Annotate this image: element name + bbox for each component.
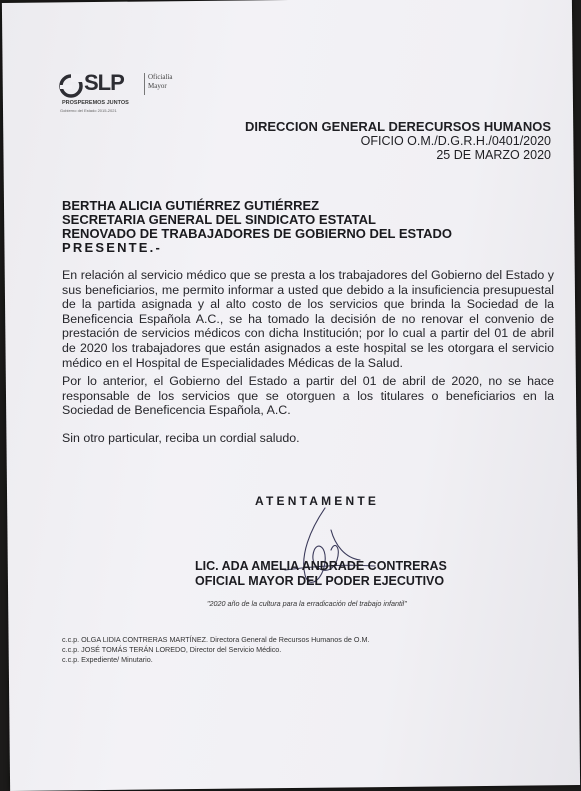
copy-recipient-3: c.c.p. Expediente/ Minutario. [62,655,153,664]
copy-recipient-2: c.c.p. JOSÉ TOMÁS TERÁN LOREDO, Director del Servicio Médico. [62,645,282,654]
recipient-title: SECRETARIA GENERAL DEL SINDICATO ESTATAL [62,212,376,227]
logo-subtitle: Gobierno del Estado 2015-2021 [60,108,117,113]
slp-logo-icon [58,70,86,98]
logo-slogan: PROSPEREMOS JUNTOS [62,100,129,106]
body-paragraph-2: Por lo anterior, el Gobierno del Estado a partir del 01 de abril de 2020, no se hace responsable de los servicios que se otorguen a los titulares o beneficiarios en la Sociedad de Beneficencia Española, A.C. [62,374,554,418]
logo-department-line2: Mayor [148,82,167,90]
header-department: DIRECCION GENERAL DERECURSOS HUMANOS [244,119,551,134]
signer-name: LIC. ADA AMELIA ANDRADE CONTRERAS [195,559,447,573]
signer-title: OFICIAL MAYOR DEL PODER EJECUTIVO [195,574,445,588]
logo-department [148,73,173,91]
body-paragraph-1: En relación al servicio médico que se presta a los trabajadores del Gobierno del Estado y sus beneficiarios, me permito informar a usted que debido a la insuficiencia presupuestal de la partida asignada y al alto costo de los servicios que brinda la Sociedad de la Beneficencia Española A.C., se ha tomado la decisión de no renovar el convenio de prestación de servicios médicos con dicha Institución; por lo cual a partir del 01 de abril de 2020 los trabajadores que están asignados a este hospital se les otorgara el servicio médico en el Hospital de Especialidades Médicas de la Salud. [62,268,554,370]
recipient-title-2: RENOVADO DE TRABAJADORES DE GOBIERNO DEL ESTADO [62,226,453,241]
header-date: 25 DE MARZO 2020 [436,148,551,162]
year-motto: "2020 año de la cultura para la erradicación del trabajo infantil" [207,599,407,608]
recipient-name: BERTHA ALICIA GUTIÉRREZ GUTIÉRREZ [62,198,320,213]
logo-brand: SLP [84,70,124,95]
body-closing: Sin otro particular, reciba un cordial saludo. [62,431,300,445]
copy-recipient-1: c.c.p. OLGA LIDIA CONTRERAS MARTÍNEZ. Directora General de Recursos Humanos de O.M. [62,635,370,644]
recipient-salutation: PRESENTE.- [62,240,163,255]
logo-department-line1: Oficialía [148,73,173,81]
attentively-heading: ATENTAMENTE [255,494,380,508]
header-oficio-number: OFICIO O.M./D.G.R.H./0401/2020 [360,134,551,148]
logo-divider [144,73,145,95]
slp-logo [58,70,188,120]
